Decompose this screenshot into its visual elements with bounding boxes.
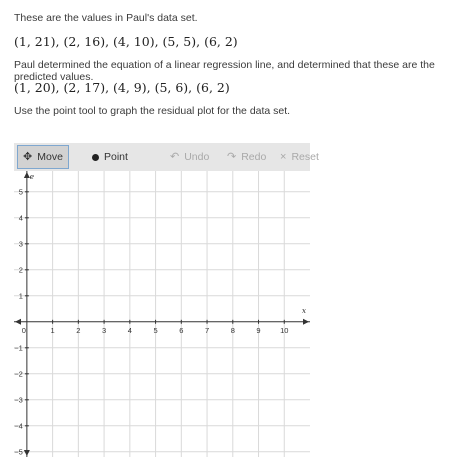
filled-dot-icon bbox=[92, 154, 99, 161]
reset-button[interactable] bbox=[280, 146, 319, 168]
y-tick-label: 3 bbox=[18, 239, 23, 249]
redo-button[interactable] bbox=[227, 146, 266, 168]
x-tick-label: 9 bbox=[256, 325, 261, 335]
y-tick-label: 1 bbox=[18, 291, 23, 301]
residual-graph[interactable] bbox=[14, 171, 310, 457]
y-tick-label: 4 bbox=[18, 213, 23, 223]
reset-label: Reset bbox=[291, 151, 319, 163]
undo-button[interactable] bbox=[170, 146, 209, 168]
x-tick-label: 5 bbox=[153, 325, 158, 335]
regression-text: Paul determined the equation of a linear regression line, and determined that these are the predicted values. bbox=[14, 59, 435, 83]
x-tick-label: 7 bbox=[204, 325, 210, 335]
point-tool-button[interactable] bbox=[92, 146, 128, 168]
x-tick-label: 4 bbox=[127, 325, 132, 335]
x-tick-label: 6 bbox=[179, 325, 184, 335]
x-axis-arrow-right bbox=[303, 319, 309, 325]
undo-label: Undo bbox=[184, 151, 210, 163]
move-cross-icon: ✥ bbox=[23, 151, 33, 163]
y-tick-label: 2 bbox=[18, 265, 23, 275]
instruction-text: Use the point tool to graph the residual plot for the data set. bbox=[14, 105, 291, 117]
move-tool-button[interactable] bbox=[17, 145, 69, 169]
y-tick-label: −1 bbox=[14, 343, 23, 353]
x-tick-label: 1 bbox=[50, 325, 55, 335]
close-x-icon: × bbox=[280, 151, 287, 163]
y-tick-label: −2 bbox=[14, 369, 23, 379]
intro-text: These are the values in Paul's data set. bbox=[14, 12, 198, 24]
graph-toolbar bbox=[14, 143, 319, 172]
x-axis-arrow-left bbox=[15, 319, 21, 325]
x-tick-label: 3 bbox=[102, 325, 107, 335]
y-tick-label: −5 bbox=[14, 447, 23, 457]
x-tick-label: 10 bbox=[280, 325, 289, 335]
y-tick-label: −4 bbox=[14, 421, 23, 431]
y-tick-label: −3 bbox=[14, 395, 23, 405]
y-axis-arrow-down bbox=[24, 450, 30, 456]
x-axis-label: x bbox=[301, 305, 307, 315]
x-tick-label: 2 bbox=[76, 325, 81, 335]
y-axis-label: e bbox=[29, 172, 35, 181]
graph-canvas[interactable] bbox=[14, 171, 310, 457]
x-tick-label: 8 bbox=[230, 325, 235, 335]
x-tick-label: 0 bbox=[21, 325, 26, 335]
point-tool-label: Point bbox=[104, 151, 128, 163]
undo-arrow-icon: ↶ bbox=[170, 151, 180, 163]
redo-label: Redo bbox=[241, 151, 267, 163]
redo-arrow-icon: ↷ bbox=[227, 151, 237, 163]
y-tick-label: 5 bbox=[18, 187, 23, 197]
predicted-values: (1, 20), (2, 17), (4, 9), (5, 6), (6, 2) bbox=[14, 80, 230, 95]
move-tool-label: Move bbox=[37, 151, 63, 163]
data-set-values: (1, 21), (2, 16), (4, 10), (5, 5), (6, 2) bbox=[14, 34, 238, 49]
